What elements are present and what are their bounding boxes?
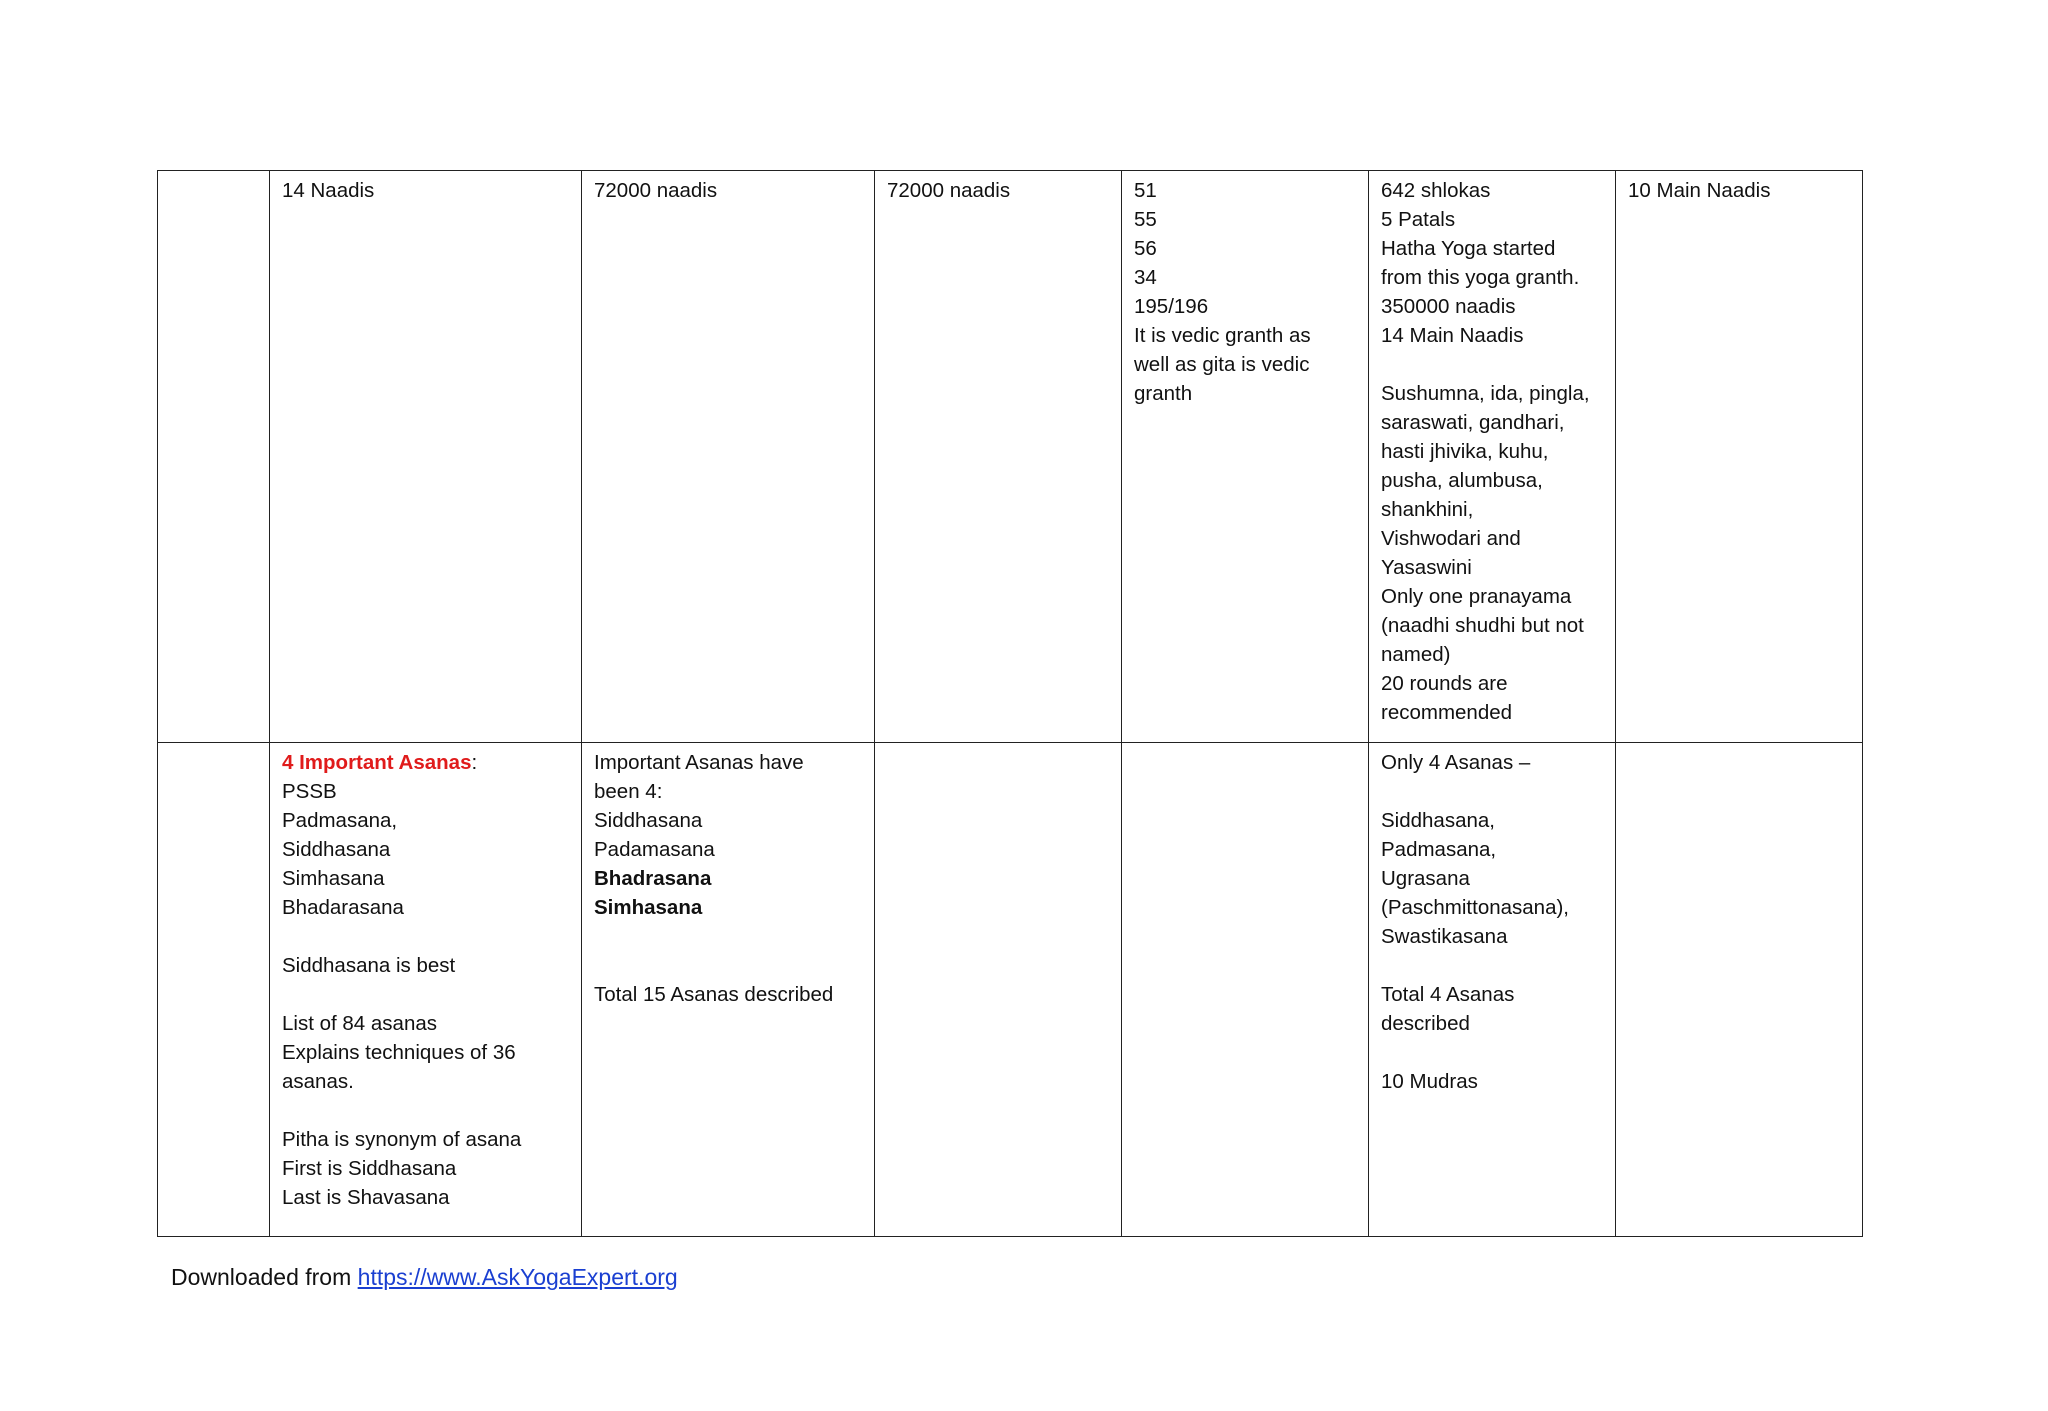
important-asanas-heading — [282, 748, 569, 777]
cell-text-line: 5 Patals — [1381, 208, 1456, 231]
cell-text-line: 56 — [1134, 237, 1157, 260]
blank-line — [282, 980, 569, 1009]
cell-text-line: Yasaswini — [1381, 556, 1472, 579]
cell-lines — [282, 777, 569, 922]
cell-text-line: Ugrasana — [1381, 867, 1470, 890]
cell-text-line: named) — [1381, 643, 1451, 666]
blank-line — [1381, 1038, 1603, 1067]
cell-text-line: saraswati, gandhari, — [1381, 411, 1565, 434]
heading-suffix: : — [471, 751, 478, 774]
table-cell-r2-c4 — [875, 743, 1122, 1237]
cell-text-line: asanas. — [282, 1070, 354, 1093]
table-cell-r1-c6 — [1369, 171, 1616, 743]
source-link[interactable]: https://www.AskYogaExpert.org — [357, 1264, 678, 1290]
asana-naadi-comparison-table — [157, 170, 1863, 1237]
cell-text-line: shankhini, — [1381, 498, 1474, 521]
blank-line — [594, 922, 862, 951]
cell-text-line: Only one pranayama — [1381, 585, 1572, 608]
cell-lines — [282, 951, 569, 980]
cell-lines — [1381, 176, 1603, 350]
cell-lines — [594, 176, 862, 205]
cell-text-line: Bhadarasana — [282, 896, 404, 919]
table-cell-r2-c5 — [1122, 743, 1369, 1237]
cell-text-line: Padmasana, — [1381, 838, 1497, 861]
cell-text-line: 14 Naadis — [282, 179, 375, 202]
cell-text-line: 642 shlokas — [1381, 179, 1491, 202]
table-cell-r1-c7 — [1616, 171, 1863, 743]
heading-red-text: 4 Important Asanas — [282, 751, 472, 774]
cell-text-line: granth — [1134, 382, 1193, 405]
cell-text-line: 55 — [1134, 208, 1157, 231]
cell-text-line: 10 Mudras — [1381, 1070, 1478, 1093]
table-row-asanas — [158, 743, 1863, 1237]
cell-text-line: described — [1381, 1012, 1470, 1035]
cell-text-line: Important Asanas have — [594, 751, 804, 774]
cell-text-line: Siddhasana is best — [282, 954, 456, 977]
table-cell-r2-c1 — [158, 743, 270, 1237]
cell-text-line: List of 84 asanas — [282, 1012, 437, 1035]
cell-text-line: PSSB — [282, 780, 337, 803]
cell-text-line: Last is Shavasana — [282, 1186, 450, 1209]
table-cell-r2-c3 — [582, 743, 875, 1237]
cell-text-line: (naadhi shudhi but not — [1381, 614, 1584, 637]
cell-text-line: Siddhasana, — [1381, 809, 1495, 832]
cell-lines — [594, 748, 862, 864]
cell-text-line: First is Siddhasana — [282, 1157, 457, 1180]
cell-text-line: It is vedic granth as — [1134, 324, 1311, 347]
table-cell-r1-c4 — [875, 171, 1122, 743]
cell-text-line: Only 4 Asanas – — [1381, 751, 1531, 774]
table-row-naadis — [158, 171, 1863, 743]
cell-lines — [1381, 748, 1603, 777]
cell-text-line: Vishwodari and — [1381, 527, 1521, 550]
cell-lines — [1381, 1067, 1603, 1096]
cell-text-line: Simhasana — [594, 896, 703, 919]
cell-text-line: Swastikasana — [1381, 925, 1508, 948]
cell-text-line: Hatha Yoga started — [1381, 237, 1556, 260]
cell-lines — [1134, 176, 1356, 408]
cell-text-line: 72000 naadis — [594, 179, 718, 202]
table-cell-r1-c1 — [158, 171, 270, 743]
footer-prefix: Downloaded from — [171, 1264, 358, 1290]
cell-text-line: 34 — [1134, 266, 1157, 289]
cell-text-line: 72000 naadis — [887, 179, 1011, 202]
cell-text-line: Siddhasana — [282, 838, 391, 861]
cell-lines — [282, 1009, 569, 1096]
cell-text-line: Siddhasana — [594, 809, 703, 832]
blank-line — [282, 922, 569, 951]
cell-text-line: 195/196 — [1134, 295, 1209, 318]
cell-lines — [282, 1125, 569, 1212]
table-cell-r2-c7 — [1616, 743, 1863, 1237]
cell-text-line: Padamasana — [594, 838, 715, 861]
cell-text-line: Total 15 Asanas described — [594, 983, 834, 1006]
cell-text-line: 51 — [1134, 179, 1157, 202]
cell-lines — [887, 176, 1109, 205]
table-cell-r1-c3 — [582, 171, 875, 743]
cell-text-line: 20 rounds are — [1381, 672, 1508, 695]
cell-text-line: pusha, alumbusa, — [1381, 469, 1543, 492]
cell-text-line: Sushumna, ida, pingla, — [1381, 382, 1590, 405]
cell-text-line: Pitha is synonym of asana — [282, 1128, 522, 1151]
cell-text-line: Bhadrasana — [594, 867, 712, 890]
cell-text-line: 14 Main Naadis — [1381, 324, 1524, 347]
blank-line — [1381, 951, 1603, 980]
cell-lines — [1381, 980, 1603, 1038]
cell-lines — [1381, 806, 1603, 951]
blank-line — [1381, 350, 1603, 379]
cell-lines-bold — [594, 864, 862, 922]
download-footer — [171, 1262, 678, 1292]
cell-text-line: from this yoga granth. — [1381, 266, 1580, 289]
cell-lines — [282, 176, 569, 205]
cell-text-line: recommended — [1381, 701, 1513, 724]
cell-text-line: Total 4 Asanas — [1381, 983, 1515, 1006]
cell-text-line: hasti jhivika, kuhu, — [1381, 440, 1549, 463]
cell-text-line: Simhasana — [282, 867, 385, 890]
table-cell-r2-c2 — [270, 743, 582, 1237]
cell-text-line: Padmasana, — [282, 809, 398, 832]
cell-text-line: well as gita is vedic — [1134, 353, 1310, 376]
cell-lines — [1381, 379, 1603, 727]
cell-lines — [594, 980, 862, 1009]
table-cell-r1-c5 — [1122, 171, 1369, 743]
cell-text-line: (Paschmittonasana), — [1381, 896, 1570, 919]
cell-lines — [1628, 176, 1850, 205]
table-cell-r1-c2 — [270, 171, 582, 743]
blank-line — [594, 951, 862, 980]
cell-text-line: 350000 naadis — [1381, 295, 1516, 318]
blank-line — [1381, 777, 1603, 806]
cell-text-line: Explains techniques of 36 — [282, 1041, 516, 1064]
blank-line — [282, 1096, 569, 1125]
cell-text-line: 10 Main Naadis — [1628, 179, 1771, 202]
cell-text-line: been 4: — [594, 780, 663, 803]
table-cell-r2-c6 — [1369, 743, 1616, 1237]
